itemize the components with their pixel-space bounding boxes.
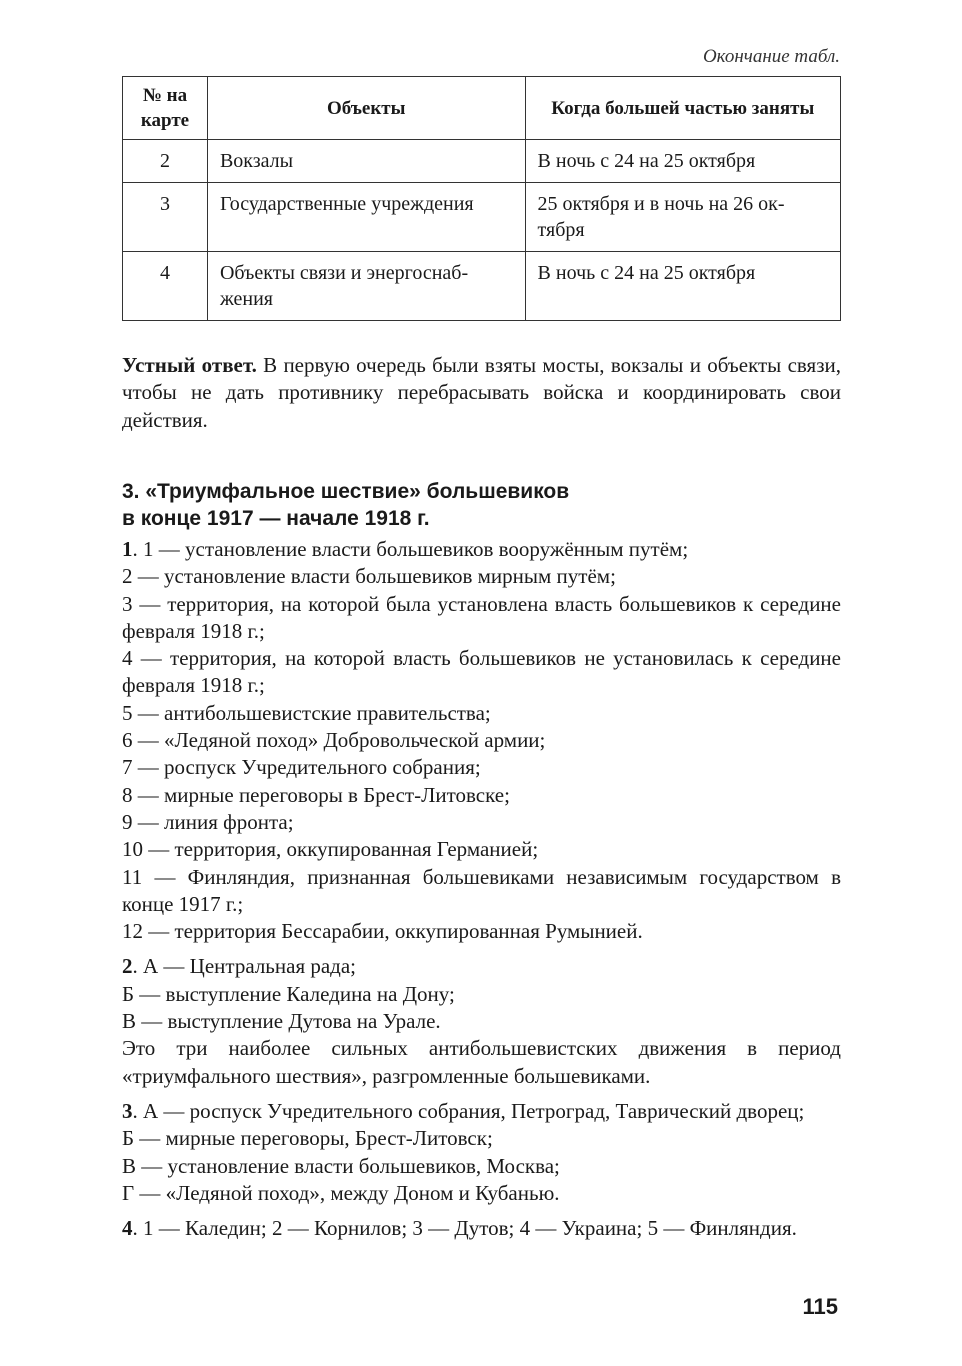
header-when-taken: Когда большей частью заняты (525, 77, 840, 140)
cell-object: Государственные учреждения (207, 183, 525, 252)
list-item: Б — мирные переговоры, Брест-Литовск; (122, 1126, 493, 1151)
list-item: 5 — антибольшевистские правительства; (122, 700, 491, 725)
cell-number: 4 (123, 252, 208, 321)
list-item: 10 — территория, оккупированная Германией; (122, 837, 539, 862)
cell-number: 2 (123, 140, 208, 183)
list-item: 9 — линия фронта; (122, 809, 294, 834)
list-item: В — установление власти большевиков, Москва; (122, 1153, 560, 1178)
table-header-row (123, 77, 841, 140)
list-item: 2. А — Центральная рада; (122, 954, 357, 979)
list-item: Г — «Ледяной поход», между Доном и Кубанью. (122, 1180, 560, 1205)
oral-answer-text: В первую очередь были взяты мосты, вокзалы и объекты связи, чтобы не дать противнику перебрасывать войска и координировать свои действия. (122, 353, 841, 432)
cell-when: 25 октября и в ночь на 26 ок-тября (525, 183, 840, 252)
page-number: 115 (802, 1294, 838, 1319)
list-item: 2 — установление власти большевиков мирным путём; (122, 564, 616, 589)
list-item: Б — выступление Каледина на Дону; (122, 981, 455, 1006)
cell-when: В ночь с 24 на 25 октября (525, 140, 840, 183)
oral-answer-label: Устный ответ. (122, 353, 257, 377)
list-item: 8 — мирные переговоры в Брест-Литовске; (122, 782, 510, 807)
task-number: 3 (122, 1098, 133, 1123)
cell-number: 3 (123, 183, 208, 252)
answers-body (122, 536, 841, 1242)
list-item: 12 — территория Бессарабии, оккупированная Румынией. (122, 919, 643, 944)
list-item: 3. А — роспуск Учредительного собрания, Петроград, Таврический дворец; (122, 1098, 805, 1123)
section-title-line2: в конце 1917 — начале 1918 г. (122, 507, 430, 530)
task-number: 1 (122, 537, 133, 561)
answer-table (122, 76, 841, 321)
table-row (123, 140, 841, 183)
table-continuation-note: Окончание табл. (702, 46, 840, 67)
cell-object: Вокзалы (207, 140, 525, 183)
list-item: 3 — территория, на которой была установлена власть большевиков к середине февраля 1918 г.; (122, 591, 841, 643)
list-item: 1. 1 — установление власти большевиков вооружённым путём; (122, 537, 689, 561)
header-objects: Объекты (207, 77, 525, 140)
list-item: 4 — территория, на которой власть большевиков не установилась к середине февраля 1918 г.; (122, 646, 841, 698)
section-title-line1: 3. «Триумфальное шествие» большевиков (122, 480, 570, 503)
list-item: 4. 1 — Каледин; 2 — Корнилов; 3 — Дутов; 4 — Украина; 5 — Финляндия. (122, 1216, 797, 1241)
oral-answer-paragraph (122, 352, 841, 434)
list-item: 11 — Финляндия, признанная большевиками независимым государством в конце 1917 г.; (122, 864, 841, 916)
table-row (123, 252, 841, 321)
cell-object: Объекты связи и энергоснаб-жения (207, 252, 525, 321)
cell-when: В ночь с 24 на 25 октября (525, 252, 840, 321)
task-number: 2 (122, 954, 133, 979)
list-item: 6 — «Ледяной поход» Добровольческой армии; (122, 728, 546, 753)
section-heading (122, 478, 841, 532)
list-item: Это три наиболее сильных антибольшевистских движения в период «триумфального шествия», разгромленные большевиками. (122, 1036, 841, 1088)
header-map-number: № на карте (123, 77, 208, 140)
list-item: 7 — роспуск Учредительного собрания; (122, 755, 481, 780)
table-row (123, 183, 841, 252)
task-number: 4 (122, 1216, 133, 1241)
list-item: В — выступление Дутова на Урале. (122, 1009, 441, 1034)
